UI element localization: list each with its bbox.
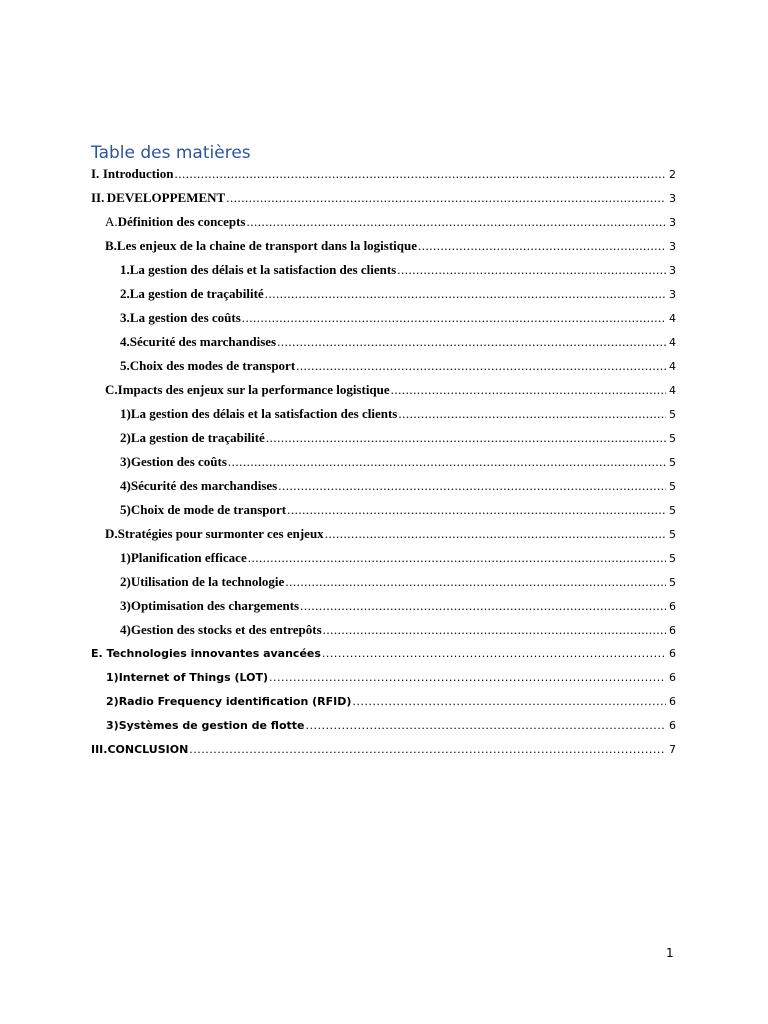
toc-entry-page: 6 bbox=[669, 671, 676, 684]
toc-entry-label: Internet of Things (LOT) bbox=[118, 671, 269, 684]
toc-leader bbox=[322, 642, 666, 666]
toc-leader bbox=[248, 546, 666, 570]
toc-leader bbox=[266, 426, 666, 450]
toc-entry-page: 5 bbox=[669, 480, 676, 493]
toc-entry[interactable] bbox=[106, 666, 676, 690]
toc-entry-page: 3 bbox=[669, 264, 676, 277]
toc-entry-page: 5 bbox=[669, 504, 676, 517]
toc-leader bbox=[277, 330, 666, 354]
toc-entry-label: Gestion des stocks et des entrepôts bbox=[130, 622, 322, 637]
toc-entry-number: 3) bbox=[120, 598, 131, 613]
toc-entry-label: La gestion des délais et la satisfaction des clients bbox=[130, 406, 398, 421]
toc-entry[interactable] bbox=[106, 690, 676, 714]
footer-page-number: 1 bbox=[666, 946, 674, 960]
toc-entry-number: A. bbox=[105, 214, 118, 229]
toc-leader bbox=[189, 738, 666, 762]
toc-entry[interactable] bbox=[91, 642, 676, 666]
toc-entry-label: Systèmes de gestion de flotte bbox=[118, 719, 305, 732]
toc-entry-label: La gestion de traçabilité bbox=[130, 430, 265, 445]
toc-entry-page: 6 bbox=[669, 647, 676, 660]
toc-entry-label: Planification efficace bbox=[130, 550, 247, 565]
toc-entry[interactable] bbox=[120, 282, 676, 306]
toc-entry-page: 6 bbox=[669, 695, 676, 708]
toc-entry-label: Choix des modes de transport bbox=[129, 358, 296, 373]
toc-entry-number: 4. bbox=[120, 334, 130, 349]
toc-entry-label: Introduction bbox=[102, 166, 174, 181]
toc-entry[interactable] bbox=[120, 426, 676, 450]
toc-entry-label: Optimisation des chargements bbox=[130, 598, 300, 613]
toc-entry-number: 1) bbox=[106, 671, 119, 684]
toc-entry-page: 5 bbox=[669, 456, 676, 469]
toc-entry-label: La gestion des coûts bbox=[129, 310, 241, 325]
toc-leader bbox=[265, 282, 666, 306]
toc-entry-number: 3) bbox=[106, 719, 119, 732]
toc-entry-label: Les enjeux de la chaine de transport dans la logistique bbox=[116, 238, 418, 253]
toc-entry[interactable] bbox=[120, 354, 676, 378]
toc-entry-page: 3 bbox=[669, 192, 676, 205]
toc-leader bbox=[398, 402, 666, 426]
toc-entry-label: Définition des concepts bbox=[117, 214, 246, 229]
toc-leader bbox=[228, 450, 666, 474]
toc-leader bbox=[418, 234, 666, 258]
toc-entry-page: 6 bbox=[669, 624, 676, 637]
toc-entry-number: 2) bbox=[120, 574, 131, 589]
toc-entry-page: 4 bbox=[669, 360, 676, 373]
toc-leader bbox=[287, 498, 666, 522]
toc-entry-label: Choix de mode de transport bbox=[130, 502, 287, 517]
toc-leader bbox=[278, 474, 666, 498]
toc-entry-page: 4 bbox=[669, 384, 676, 397]
toc-entry-page: 6 bbox=[669, 600, 676, 613]
toc-entry[interactable] bbox=[91, 186, 676, 210]
toc-leader bbox=[246, 210, 666, 234]
toc-entry[interactable] bbox=[120, 570, 676, 594]
toc-entry[interactable] bbox=[120, 594, 676, 618]
toc-entry[interactable] bbox=[120, 474, 676, 498]
toc-entry[interactable] bbox=[120, 258, 676, 282]
toc-entry-number: 3) bbox=[120, 454, 131, 469]
toc-entry[interactable] bbox=[120, 618, 676, 642]
toc-entry-number: 1) bbox=[120, 550, 131, 565]
toc-entry-page: 5 bbox=[669, 528, 676, 541]
toc-entry-number: C. bbox=[105, 382, 118, 397]
toc-leader bbox=[397, 258, 666, 282]
toc-entry-number: 5. bbox=[120, 358, 130, 373]
toc-entry[interactable] bbox=[106, 714, 676, 738]
toc-entry-label: Stratégies pour surmonter ces enjeux bbox=[117, 526, 324, 541]
toc-leader bbox=[174, 162, 666, 186]
toc-entry-page: 4 bbox=[669, 312, 676, 325]
toc-entry[interactable] bbox=[120, 546, 676, 570]
toc-entry-page: 5 bbox=[669, 408, 676, 421]
toc-entry-number: 3. bbox=[120, 310, 130, 325]
toc-entry-number: 4) bbox=[120, 478, 131, 493]
toc-entry-label: Radio Frequency identification (RFID) bbox=[118, 695, 352, 708]
toc-leader bbox=[300, 594, 666, 618]
toc-entry-number: II. bbox=[91, 190, 105, 205]
toc-entry[interactable] bbox=[105, 234, 676, 258]
toc-entry-number: 2. bbox=[120, 286, 130, 301]
toc-entry-number: 1) bbox=[120, 406, 131, 421]
toc-entry[interactable] bbox=[120, 402, 676, 426]
toc-entry-label: La gestion de traçabilité bbox=[129, 286, 264, 301]
toc-entry-number: I. bbox=[91, 166, 100, 181]
toc-leader bbox=[269, 666, 666, 690]
toc-entry-page: 5 bbox=[669, 576, 676, 589]
toc-leader bbox=[325, 522, 666, 546]
toc-entry-number: III. bbox=[91, 743, 108, 756]
toc-leader bbox=[306, 714, 667, 738]
toc-entry-number: 4) bbox=[120, 622, 131, 637]
toc-entry-label: E. Technologies innovantes avancées bbox=[91, 647, 321, 660]
toc-entry[interactable] bbox=[91, 738, 676, 762]
toc-leader bbox=[296, 354, 666, 378]
toc-entry-page: 4 bbox=[669, 336, 676, 349]
toc-entry-page: 5 bbox=[669, 432, 676, 445]
toc-entry-number: 5) bbox=[120, 502, 131, 517]
toc-entry-number: 2) bbox=[120, 430, 131, 445]
toc-entry[interactable] bbox=[120, 306, 676, 330]
toc-entry-number: 2) bbox=[106, 695, 119, 708]
toc-entry-label: Sécurité des marchandises bbox=[129, 334, 277, 349]
toc-entry[interactable] bbox=[120, 498, 676, 522]
toc-entry-page: 3 bbox=[669, 240, 676, 253]
toc-leader bbox=[391, 378, 666, 402]
toc-entry-label: Sécurité des marchandises bbox=[130, 478, 278, 493]
toc-entry-page: 3 bbox=[669, 288, 676, 301]
toc-entry-page: 5 bbox=[669, 552, 676, 565]
toc-entry-number: 1. bbox=[120, 262, 130, 277]
toc-entry-page: 7 bbox=[669, 743, 676, 756]
toc-entry-number: B. bbox=[105, 238, 117, 253]
toc-entry-label: La gestion des délais et la satisfaction des clients bbox=[129, 262, 397, 277]
toc-entry[interactable] bbox=[105, 378, 676, 402]
toc-entry[interactable] bbox=[91, 162, 676, 186]
toc-entry-label: Impacts des enjeux sur la performance logistique bbox=[117, 382, 390, 397]
toc-entry-label: Utilisation de la technologie bbox=[130, 574, 285, 589]
toc-title: Table des matières bbox=[91, 143, 251, 163]
toc-leader bbox=[285, 570, 666, 594]
toc-entry[interactable] bbox=[105, 210, 676, 234]
toc-leader bbox=[323, 618, 666, 642]
toc-entry-label: Gestion des coûts bbox=[130, 454, 227, 469]
toc-entry[interactable] bbox=[120, 450, 676, 474]
toc-leader bbox=[352, 690, 666, 714]
toc-leader bbox=[226, 186, 666, 210]
toc-entry-page: 3 bbox=[669, 216, 676, 229]
toc-leader bbox=[242, 306, 666, 330]
toc-entry[interactable] bbox=[120, 330, 676, 354]
toc-entry-page: 6 bbox=[669, 719, 676, 732]
toc-entry-label: CONCLUSION bbox=[107, 743, 189, 756]
toc-entry[interactable] bbox=[105, 522, 676, 546]
toc-entry-label: DEVELOPPEMENT bbox=[106, 190, 226, 205]
toc-entry-number: D. bbox=[105, 526, 118, 541]
toc-entry-page: 2 bbox=[669, 168, 676, 181]
